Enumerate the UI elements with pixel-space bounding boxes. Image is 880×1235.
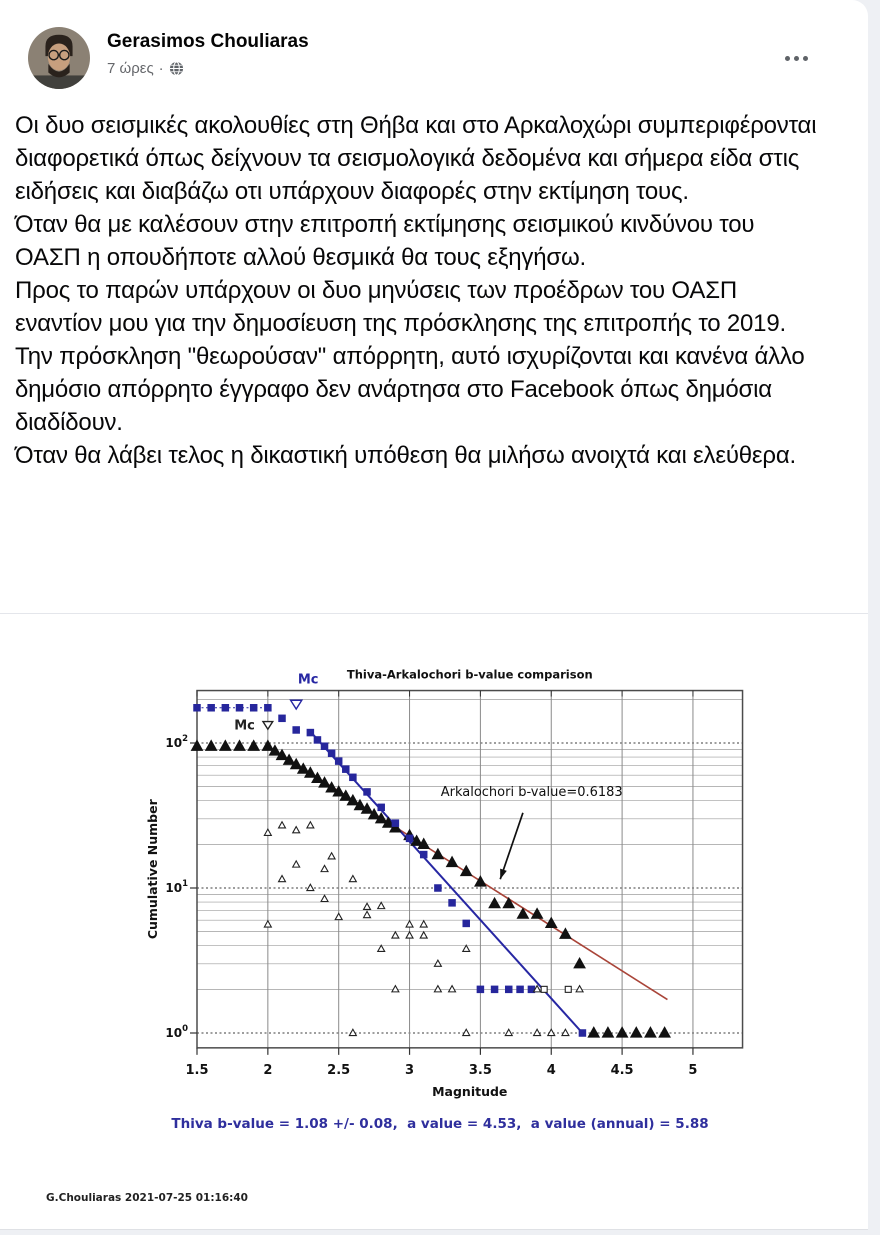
chart-title: Thiva-Arkalochori b-value comparison [346,667,593,682]
author-name[interactable]: Gerasimos Chouliaras [107,31,309,52]
x-tick-label: 2 [263,1062,273,1078]
mc-marker-arkalochori-mc [234,719,273,734]
post-paragraph: Την πρόσκληση "θεωρούσαν" απόρρητη, αυτό ισχυρίζονται και κανένα άλλο δημόσιο απόρρητο έγγραφο δεν ανάρτησα στο Facebook όπως δημόσια διαδίδουν. [15,343,805,436]
series-arkalochori-cumulative [191,739,671,1037]
chart-frame [197,691,743,1048]
y-tick-label: $10^0$ [165,1024,188,1040]
post-text [15,109,817,472]
x-tick-label: 4.5 [610,1062,634,1078]
annotation-text: Arkalochori b-value=0.6183 [440,785,623,801]
ellipsis-icon [785,56,808,61]
chart-credit: G.Chouliaras 2021-07-25 01:16:40 [46,1192,248,1204]
y-tick-label: $10^2$ [165,734,188,750]
series-thiva-cumulative [193,704,586,1037]
x-tick-label: 4 [546,1062,556,1078]
timestamp[interactable]: 7 ώρες [107,60,154,77]
annotation-arrowhead [500,869,507,880]
avatar-photo [28,27,90,89]
avatar[interactable] [28,27,90,89]
post-attachment-image[interactable] [0,613,868,1229]
chart-caption-group [171,1116,708,1132]
chart-grid [197,691,743,1048]
x-axis-label: Magnitude [432,1083,508,1099]
post-paragraph: Όταν θα με καλέσουν στην επιτροπή εκτίμησης σεισμικού κινδύνου του ΟΑΣΠ η οπουδήποτε αλλού θεσμικά θα τους εξηγήσω. [15,211,755,271]
x-tick-label: 5 [688,1062,698,1078]
post-paragraph: Προς το παρών υπάρχουν οι δυο μηνύσεις των προέδρων του ΟΑΣΠ εναντίον μου για την δημοσίευση της πρόσκλησης της επιτροπής το 2019. [15,277,786,337]
x-tick-label: 3.5 [468,1062,492,1078]
y-tick-label: $10^1$ [165,879,188,895]
post-options-button[interactable] [779,50,814,67]
x-tick-label: 3 [405,1062,415,1078]
post-meta [107,60,184,77]
x-tick-label: 2.5 [327,1062,351,1078]
x-tick-label: 1.5 [185,1062,209,1078]
post-paragraph: Οι δυο σεισμικές ακολουθίες στη Θήβα και στο Αρκαλοχώρι συμπεριφέρονται διαφορετικά όπως δείχνουν τα σεισμολογικά δεδομένα και σήμερα είδα στις ειδήσεις και διαβάζω οτι υπάρχουν διαφορές στην εκτίμηση τους. [15,112,817,205]
mc-label: Mc [297,672,319,688]
chart-caption: Thiva b-value = 1.08 +/- 0.08, a value = 4.53, a value (annual) = 5.88 [171,1116,709,1132]
y-axis-label: Cumulative Number [145,799,161,940]
post-paragraph: Όταν θα λάβει τελος η δικαστική υπόθεση θα μιλήσω ανοιχτά και ελεύθερα. [15,442,797,469]
globe-icon [169,61,184,76]
bvalue-chart [0,614,868,1229]
chart-labels [145,668,593,1099]
chart-credit-group [46,1192,248,1204]
chart-axes [165,691,697,1078]
annotation [441,785,623,879]
meta-separator: · [158,60,164,77]
mc-label: Mc [234,718,255,734]
